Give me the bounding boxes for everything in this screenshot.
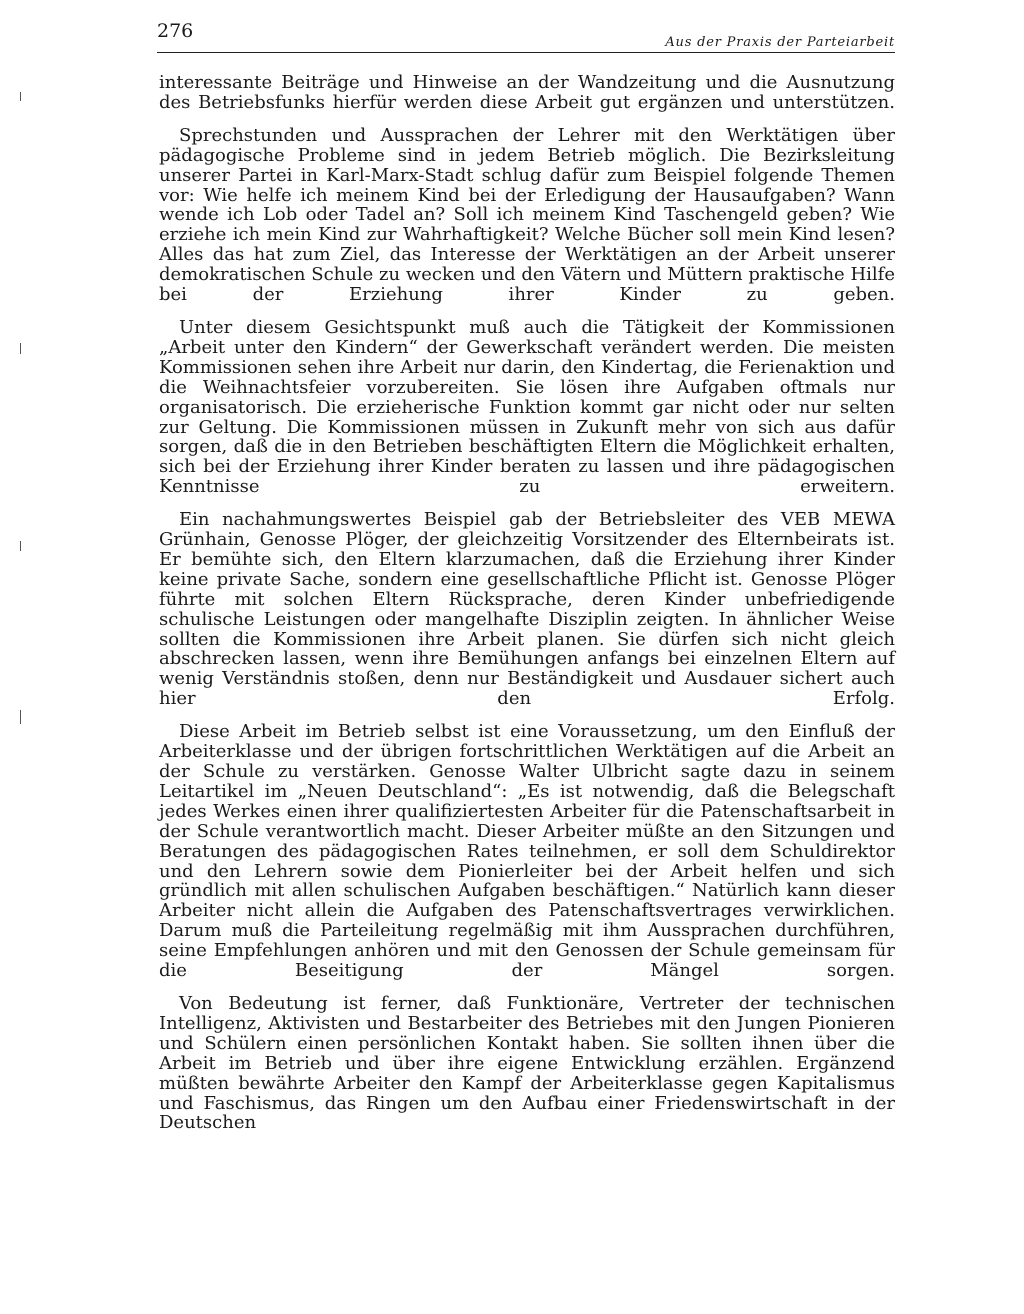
- paragraph-beispiel-ploeger: Ein nachahmungswertes Beispiel gab der Betriebsleiter des VEB MEWA Grünhain, Genosse Plöger, der gleichzeitig Vorsitzender des Elternbeirats ist. Er bemühte sich, den Eltern klarzumachen, daß die Erziehung ihrer Kinder keine private Sache, sondern eine gesellschaftliche Pflicht ist. Genosse Plöger führte mit solchen Eltern Rücksprache, deren Kinder unbefriedigende schulische Leistungen oder mangelhafte Disziplin zeigten. In ähnlicher Weise sollten die Kommissionen ihre Arbeit planen. Sie dürfen sich nicht gleich abschrecken lassen, wenn ihre Bemühungen anfangs bei einzelnen Eltern auf wenig Verständnis stoßen, denn nur Beständigkeit und Ausdauer sichert auch hier den Erfolg.: [159, 509, 895, 710]
- page-header: [157, 18, 895, 53]
- page-number: 276: [157, 20, 194, 42]
- paragraph-persoenlicher-kontakt: Von Bedeutung ist ferner, daß Funktionäre, Vertreter der technischen Intelligenz, Aktivisten und Bestarbeiter des Betriebes mit den Jungen Pionieren und Schülern einen persönlichen Kontakt haben. Sie sollten ihnen über die Arbeit im Betrieb und über ihre eigene Entwicklung erzählen. Ergänzend müßten bewährte Arbeiter den Kampf der Arbeiterklasse gegen Kapitalismus und Faschismus, das Ringen um den Aufbau einer Friedenswirtschaft in der Deutschen: [159, 992, 895, 1134]
- running-head-title: Aus der Praxis der Parteiarbeit: [665, 35, 895, 50]
- scan-margin-mark: [20, 92, 21, 101]
- scan-margin-mark: [20, 541, 21, 551]
- body-text: [159, 73, 895, 1133]
- scan-margin-mark: [20, 343, 21, 354]
- scan-margin-mark: [20, 710, 21, 724]
- paragraph-continuation: interessante Beiträge und Hinweise an der Wandzeitung und die Ausnutzung des Betriebsfunks hierfür werden diese Arbeit gut ergänzen und unterstützen.: [159, 72, 895, 113]
- paragraph-kommissionen: Unter diesem Gesichtspunkt muß auch die Tätigkeit der Kommissionen „Arbeit unter den Kindern“ der Gewerkschaft verändert werden. Die meisten Kommissionen sehen ihre Arbeit nur darin, den Kindertag, die Ferienaktion und die Weihnachtsfeier vorzubereiten. Sie lösen ihre Aufgaben oftmals nur organisatorisch. Die erzieherische Funktion kommt gar nicht oder nur selten zur Geltung. Die Kommissionen müssen in Zukunft mehr von sich aus dafür sorgen, daß die in den Betrieben beschäftigten Eltern die Möglichkeit erhalten, sich bei der Erziehung ihrer Kinder beraten zu lassen und ihre pädagogischen Kenntnisse zu erweitern.: [159, 316, 895, 498]
- paragraph-ulbricht-zitat: Diese Arbeit im Betrieb selbst ist eine Voraussetzung, um den Einfluß der Arbeiterklasse und der übrigen fortschrittlichen Werktätigen auf die Arbeit an der Schule zu verstärken. Genosse Walter Ulbricht sagte dazu in seinem Leitartikel im „Neuen Deutschland“: „Es ist notwendig, daß die Belegschaft jedes Werkes einen ihrer qualifiziertesten Arbeiter für die Patenschaftsarbeit in der Schule verantwortlich macht. Dieser Arbeiter müßte an den Sitzungen und Beratungen des pädagogischen Rates teilnehmen, er soll dem Schuldirektor und den Lehrern sowie dem Pionierleiter bei der Arbeit helfen und sich gründlich mit allen schulischen Aufgaben beschäftigen.“ Natürlich kann dieser Arbeiter nicht allein die Aufgaben des Patenschaftsvertrages verwirklichen. Darum muß die Parteileitung regelmäßig mit ihm Aussprachen durchführen, seine Empfehlungen anhören und mit den Genossen der Schule gemeinsam für die Beseitigung der Mängel sorgen.: [159, 721, 895, 982]
- paragraph-sprechstunden: Sprechstunden und Aussprachen der Lehrer mit den Werktätigen über pädagogische Probleme sind in jedem Betrieb möglich. Die Bezirksleitung unserer Partei in Karl-Marx-Stadt schlug dafür zum Beispiel folgende Themen vor: Wie helfe ich meinem Kind bei der Erledigung der Hausaufgaben? Wann wende ich Lob oder Tadel an? Soll ich meinem Kind Taschengeld geben? Wie erziehe ich mein Kind zur Wahrhaftigkeit? Welche Bücher soll mein Kind lesen? Alles das hat zum Ziel, das Interesse der Werktätigen an der Arbeit unserer demokratischen Schule zu wecken und den Vätern und Müttern praktische Hilfe bei der Erziehung ihrer Kinder zu geben.: [159, 124, 895, 306]
